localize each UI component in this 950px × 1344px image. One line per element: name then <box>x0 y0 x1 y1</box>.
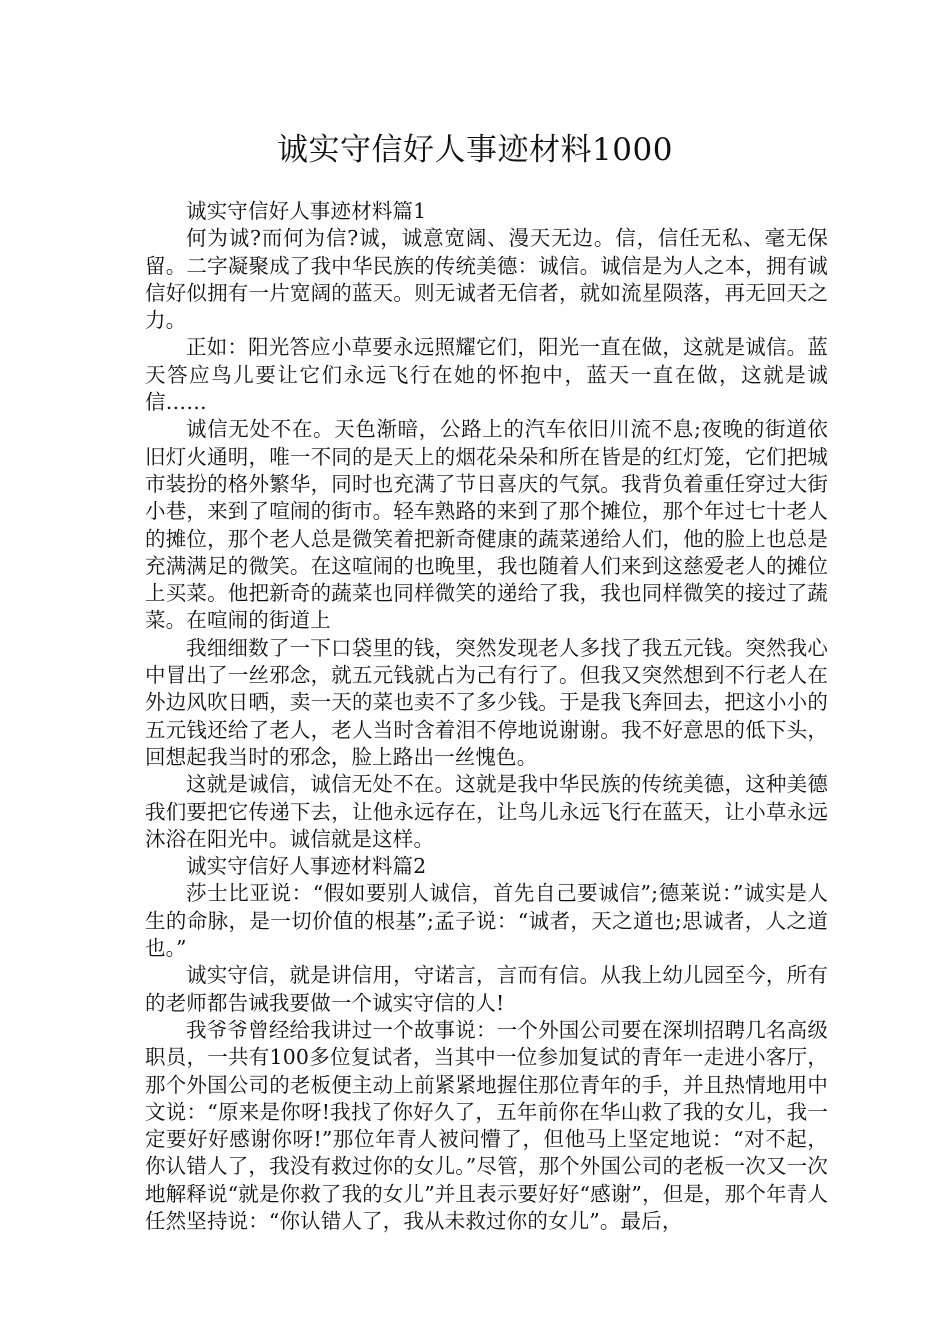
paragraph-7: 诚实守信，就是讲信用，守诺言，言而有信。从我上幼儿园至今，所有的老师都告诫我要做一个诚实守信的人! <box>145 963 828 1015</box>
paragraph-1: 何为诚?而何为信?诚，诚意宽阔、漫天无边。信，信任无私、毫无保留。二字凝聚成了我中华民族的传统美德：诚信。诚信是为人之本，拥有诚信好似拥有一片宽阔的蓝天。则无诚者无信者，就如流星陨落，再无回天之力。 <box>145 226 828 333</box>
document-title: 诚实守信好人事迹材料1000 <box>277 132 673 168</box>
paragraph-6: 莎士比亚说：“假如要别人诚信，首先自己要诚信”;德莱说：”诚实是人生的命脉，是一切价值的根基”;孟子说：“诚者，天之道也;思诚者，人之道也。” <box>145 881 828 961</box>
paragraph-4: 我细细数了一下口袋里的钱，突然发现老人多找了我五元钱。突然我心中冒出了一丝邪念，就五元钱就占为己有行了。但我又突然想到不行老人在外边风吹日晒，卖一天的菜也卖不了多少钱。于是我飞奔回去，把这小小的五元钱还给了老人，老人当时含着泪不停地说谢谢。我不好意思的低下头，回想起我当时的邪念，脸上路出一丝愧色。 <box>145 635 828 769</box>
section-heading-2: 诚实守信好人事迹材料篇2 <box>186 854 427 879</box>
section-heading-1: 诚实守信好人事迹材料篇1 <box>186 199 427 223</box>
paragraph-5: 这就是诚信，诚信无处不在。这就是我中华民族的传统美德，这种美德我们要把它传递下去，让他永远存在，让鸟儿永远飞行在蓝天，让小草永远沐浴在阳光中。诚信就是这样。 <box>145 772 828 851</box>
paragraph-8: 我爷爷曾经给我讲过一个故事说：一个外国公司要在深圳招聘几名高级职员，一共有100多位复试者，当其中一位参加复试的青年一走进小客厅，那个外国公司的老板便主动上前紧紧地握住那位青年的手，并且热情地用中文说：“原来是你呀!我找了你好久了，五年前你在华山救了我的女儿，我一定要好好感谢你呀!”那位年青人被问懵了，但他马上坚定地说：“对不起，你认错人了，我没有救过你的女儿。”尽管，那个外国公司的老板一次又一次地解释说“就是你救了我的女儿”并且表示要好好“感谢”，但是，那个年青人任然坚持说：“你认错人了，我从未救过你的女儿”。最后， <box>145 1017 828 1233</box>
paragraph-3: 诚信无处不在。天色渐暗，公路上的汽车依旧川流不息;夜晚的街道依旧灯火通明，唯一不同的是天上的烟花朵朵和所在皆是的红灯笼，它们把城市装扮的格外繁华，同时也充满了节日喜庆的气氛。我背负着重任穿过大街小巷，来到了喧闹的街市。轻车熟路的来到了那个摊位，那个年过七十老人的摊位，那个老人总是微笑着把新奇健康的蔬菜递给人们，他的脸上也总是充满满足的微笑。在这喧闹的也晚里，我也随着人们来到这慈爱老人的摊位上买菜。他把新奇的蔬菜也同样微笑的递给了我，我也同样微笑的接过了蔬菜。在喧闹的街道上 <box>145 417 828 633</box>
paragraph-2: 正如：阳光答应小草要永远照耀它们，阳光一直在做，这就是诚信。蓝天答应鸟儿要让它们永远飞行在她的怀抱中，蓝天一直在做，这就是诚信…… <box>145 335 828 415</box>
document-body <box>145 198 828 1235</box>
